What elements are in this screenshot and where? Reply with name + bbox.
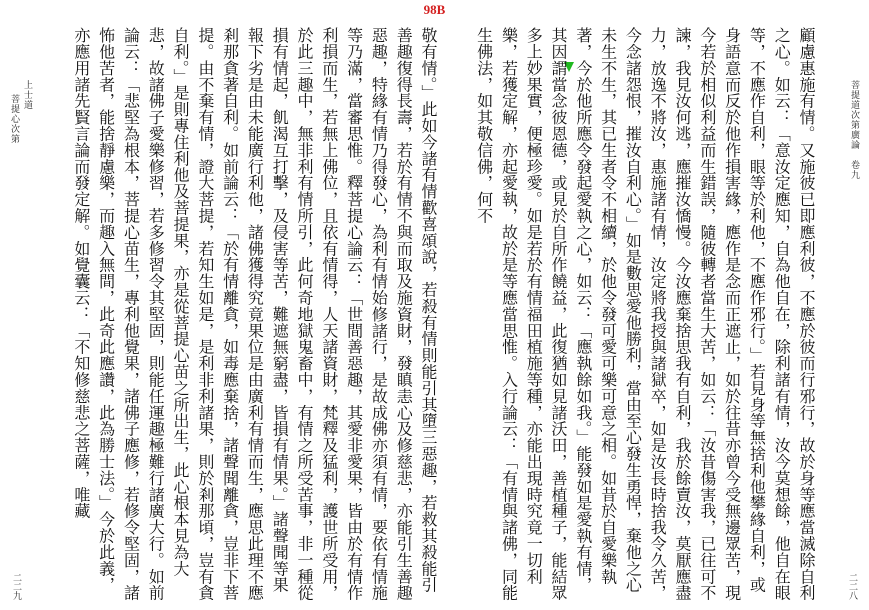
page-label: 98B xyxy=(423,2,446,17)
left-page-number: 二二九 xyxy=(11,573,21,600)
right-page-text xyxy=(453,27,818,602)
left-page-text xyxy=(40,27,440,602)
left-spine-label xyxy=(8,80,34,144)
left-spine-chapter: 菩提心次第 xyxy=(9,94,19,144)
right-page-number: 二二八 xyxy=(847,573,857,600)
right-page-body: 顧慮惠施有情。又施彼已即應利彼，不應於彼而行邪行，故於身等應當滅除自利之心。如云：「意汝定應知，自為他自在，除利諸有情，汝今莫想餘，他自在眼等，不應作自利，眼等於利他，不應作邪行。」若見身等無捨利他攀緣自利，或身語意而反於他作損害緣，應作是念而正遮止，如於往昔亦曾今受無邊眾苦，現今若於相似利益而生錯誤，隨彼轉者當生大苦，如云：「汝昔傷害我，已往可不諫，我見汝何逃，應摧汝憍慢。今汝應棄捨思我有自利，我於餘賣汝，莫厭應盡力，放逸不將汝，惠施諸有情，汝定將我授與諸獄卒，如是汝長時捨我令久苦，今念諸怨恨，摧汝自利心。」如是數思愛他勝利，當由至心發生勇悍，棄他之心未生不生，其已生者令不相續，於他令發可愛可樂可意之相。如昔於自愛樂執著，今於他所應令發起愛執之心，如云：「應執餘如我。」能發如是愛執有情，其因謂當念彼恩德，或見於自所作饒益，此復猶如見諸沃田，善植種子，能結眾多上妙果實，便極珍愛。如是若於有情福田植施等種，亦能出現時究竟一切利樂，若獲定解，亦起愛執，故於是等應當思惟。入行論云：「有情與諸佛，同能生佛法，如其敬信佛，何不 xyxy=(474,27,816,601)
left-spine-section: 上士道 xyxy=(22,80,32,110)
left-page-body: 敬有情。」此如今諸有情歡喜頌說，若殺有情則能引其墮三惡趣，若救其殺能引善趣復得長壽，若於有情不與而取及施資財，發瞋恚心及修慈悲，亦能引生善趣惡趣，特緣有情乃得發心，為利有情始修諸行，是故成佛亦須有情，要依有情施等乃滿，當審思惟。釋菩提心論云：「世間善惡趣，其愛非愛果，皆由於有情作利損而生，若無上佛位，且依有情得，人天諸資財，梵釋及猛利，護世所受用，於此三趣中，無非利有情所引，此何奇地獄鬼畜中，有情之所受苦事，非一種從損有情起，飢渴互打擊，及侵害等苦，難遮無窮盡，皆損有情果。」諸聲聞等果報下劣是由未能廣行利他，諸佛獲得究竟果位是由廣利有情而生，應思此理不應剎那貪著自利。如前論云：「於有情離貪，如毒應棄捨，諸聲聞離貪，豈非下菩提。由不棄有情，證大菩提，若知生如是，是利非利諸果，則於剎那頃，豈有貪自利。」是則專住利他及菩提果，亦是從菩提心苗之所出生，此心根本見為大悲，故諸佛子愛樂修習，若多修習令其堅固，則能任運趣極難行諸廣大行。如前論云：「悲堅為根本，菩提心苗生，專利他覺果，諸佛子應修，若修令堅固，諸怖他苦者，能捨靜慮樂，而趣入無間，此奇此應讚，此為勝士法。」今於此義，亦應用諸先賢言論而發定解。如覺囊云：「不知修慈悲之菩薩，唯藏 xyxy=(71,27,438,601)
running-header: 菩提道次第廣論 卷九 xyxy=(849,80,859,180)
